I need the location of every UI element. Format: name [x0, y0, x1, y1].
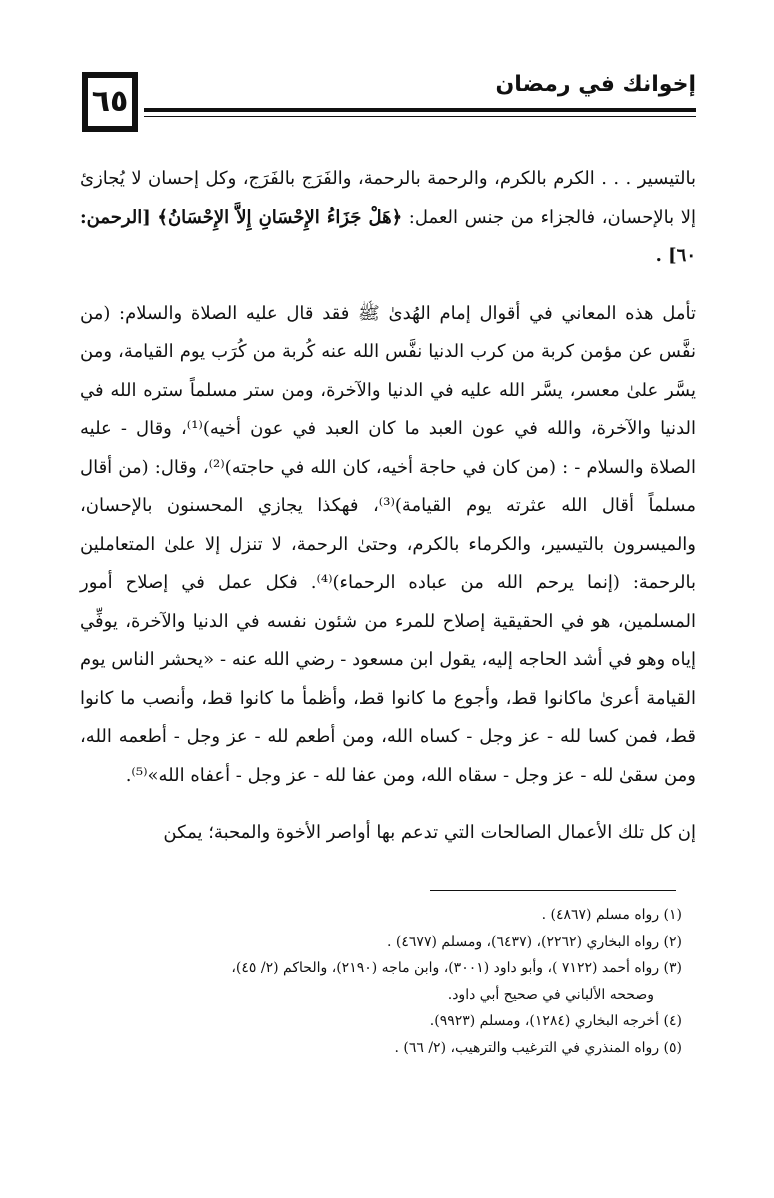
- footnote-3: (٣) رواه أحمد (٧١٢٢ )، وأبو داود (٣٠٠١)، وابن ماجه (٢١٩٠)، والحاكم (٢/ ٤٥)،: [231, 960, 682, 976]
- footnote-1: (١) رواه مسلم (٤٨٦٧) .: [541, 907, 682, 923]
- paragraph-1-text: بالتيسير . . . الكرم بالكرم، والرحمة بالرحمة، والفَرَج بالفَرَج، وكل إحسان لا يُجازئ إلا بالإحسان، فالجزاء من جنس العمل:: [80, 168, 697, 228]
- header-rule-thin: [144, 116, 696, 117]
- paragraph-2: تأمل هذه المعاني في أقوال إمام الهُدىٰ ﷺ فقد قال عليه الصلاة والسلام: (من نفَّس عن مؤمن كربة من كرب الدنيا نفَّس الله عنه كُربة من كُرَب يوم القيامة، ومن يسَّر علىٰ معسر، يسَّر الله عليه في الدنيا والآخرة، ومن ستر مسلماً ستره الله في الدنيا والآخرة، والله في عون العبد ما كان العبد في عون أخيه)⁽¹⁾، وقال - عليه الصلاة والسلام - : (من كان في حاجة أخيه، كان الله في حاجته)⁽²⁾، وقال: (من أقال مسلماً أقال الله عثرته يوم القيامة)⁽³⁾، فهكذا يجازي المحسنون بالإحسان، والميسرون بالتيسير، والكرماء بالكرم، وحتىٰ الرحمة، لا تنزل إلا علىٰ المتعاملين بالرحمة: (إنما يرحم الله من عباده الرحماء)⁽⁴⁾. فكل عمل في إصلاح أمور المسلمين، هو في الحقيقية إصلاح للمرء من شئون نفسه في الدنيا والآخرة، يوفِّي إياه وهو في أشد الحاجه إليه، يقول ابن مسعود - رضي الله عنه - «يحشر الناس يوم القيامة أعرىٰ ماكانوا قط، وأجوع ما كانوا قط، وأظمأ ما كانوا قط، وأنصب ما كانوا قط، فمن كسا لله - عز وجل - كساه الله، ومن أطعم لله - عز وجل - أطعمه الله، ومن سقىٰ لله - عز وجل - سقاه الله، ومن عفا لله - عز وجل - أعفاه الله»⁽⁵⁾.: [80, 302, 697, 786]
- header-rule: [144, 108, 696, 112]
- footnotes: [90, 902, 682, 1061]
- paragraph-1: [80, 160, 696, 276]
- footnote-4: (٤) أخرجه البخاري (١٢٨٤)، ومسلم (٩٩٢٣).: [429, 1013, 682, 1029]
- running-title: إخوانك في رمضان: [495, 72, 696, 97]
- quran-verse: ﴿هَلْ جَزَاءُ الإِحْسَانِ إِلاَّ الإِحْسَانُ﴾: [157, 206, 403, 228]
- paragraph-3: إن كل تلك الأعمال الصالحات التي تدعم بها أواصر الأخوة والمحبة؛ يمكن: [163, 822, 696, 843]
- footnote-2: (٢) رواه البخاري (٢٢٦٢)، (٦٤٣٧)، ومسلم (٤٦٧٧) .: [387, 933, 682, 950]
- footnote-3-continued: وصححه الألباني في صحيح أبي داود.: [447, 986, 654, 1003]
- verse-reference: [الرحمن: ٦٠] .: [80, 206, 696, 266]
- page-header: [82, 62, 696, 138]
- body-text: [80, 160, 696, 853]
- page-number: ٦٥: [82, 72, 138, 132]
- footnote-separator: [430, 890, 676, 891]
- footnote-5: (٥) رواه المنذري في الترغيب والترهيب، (٢/ ٦٦) .: [394, 1039, 682, 1056]
